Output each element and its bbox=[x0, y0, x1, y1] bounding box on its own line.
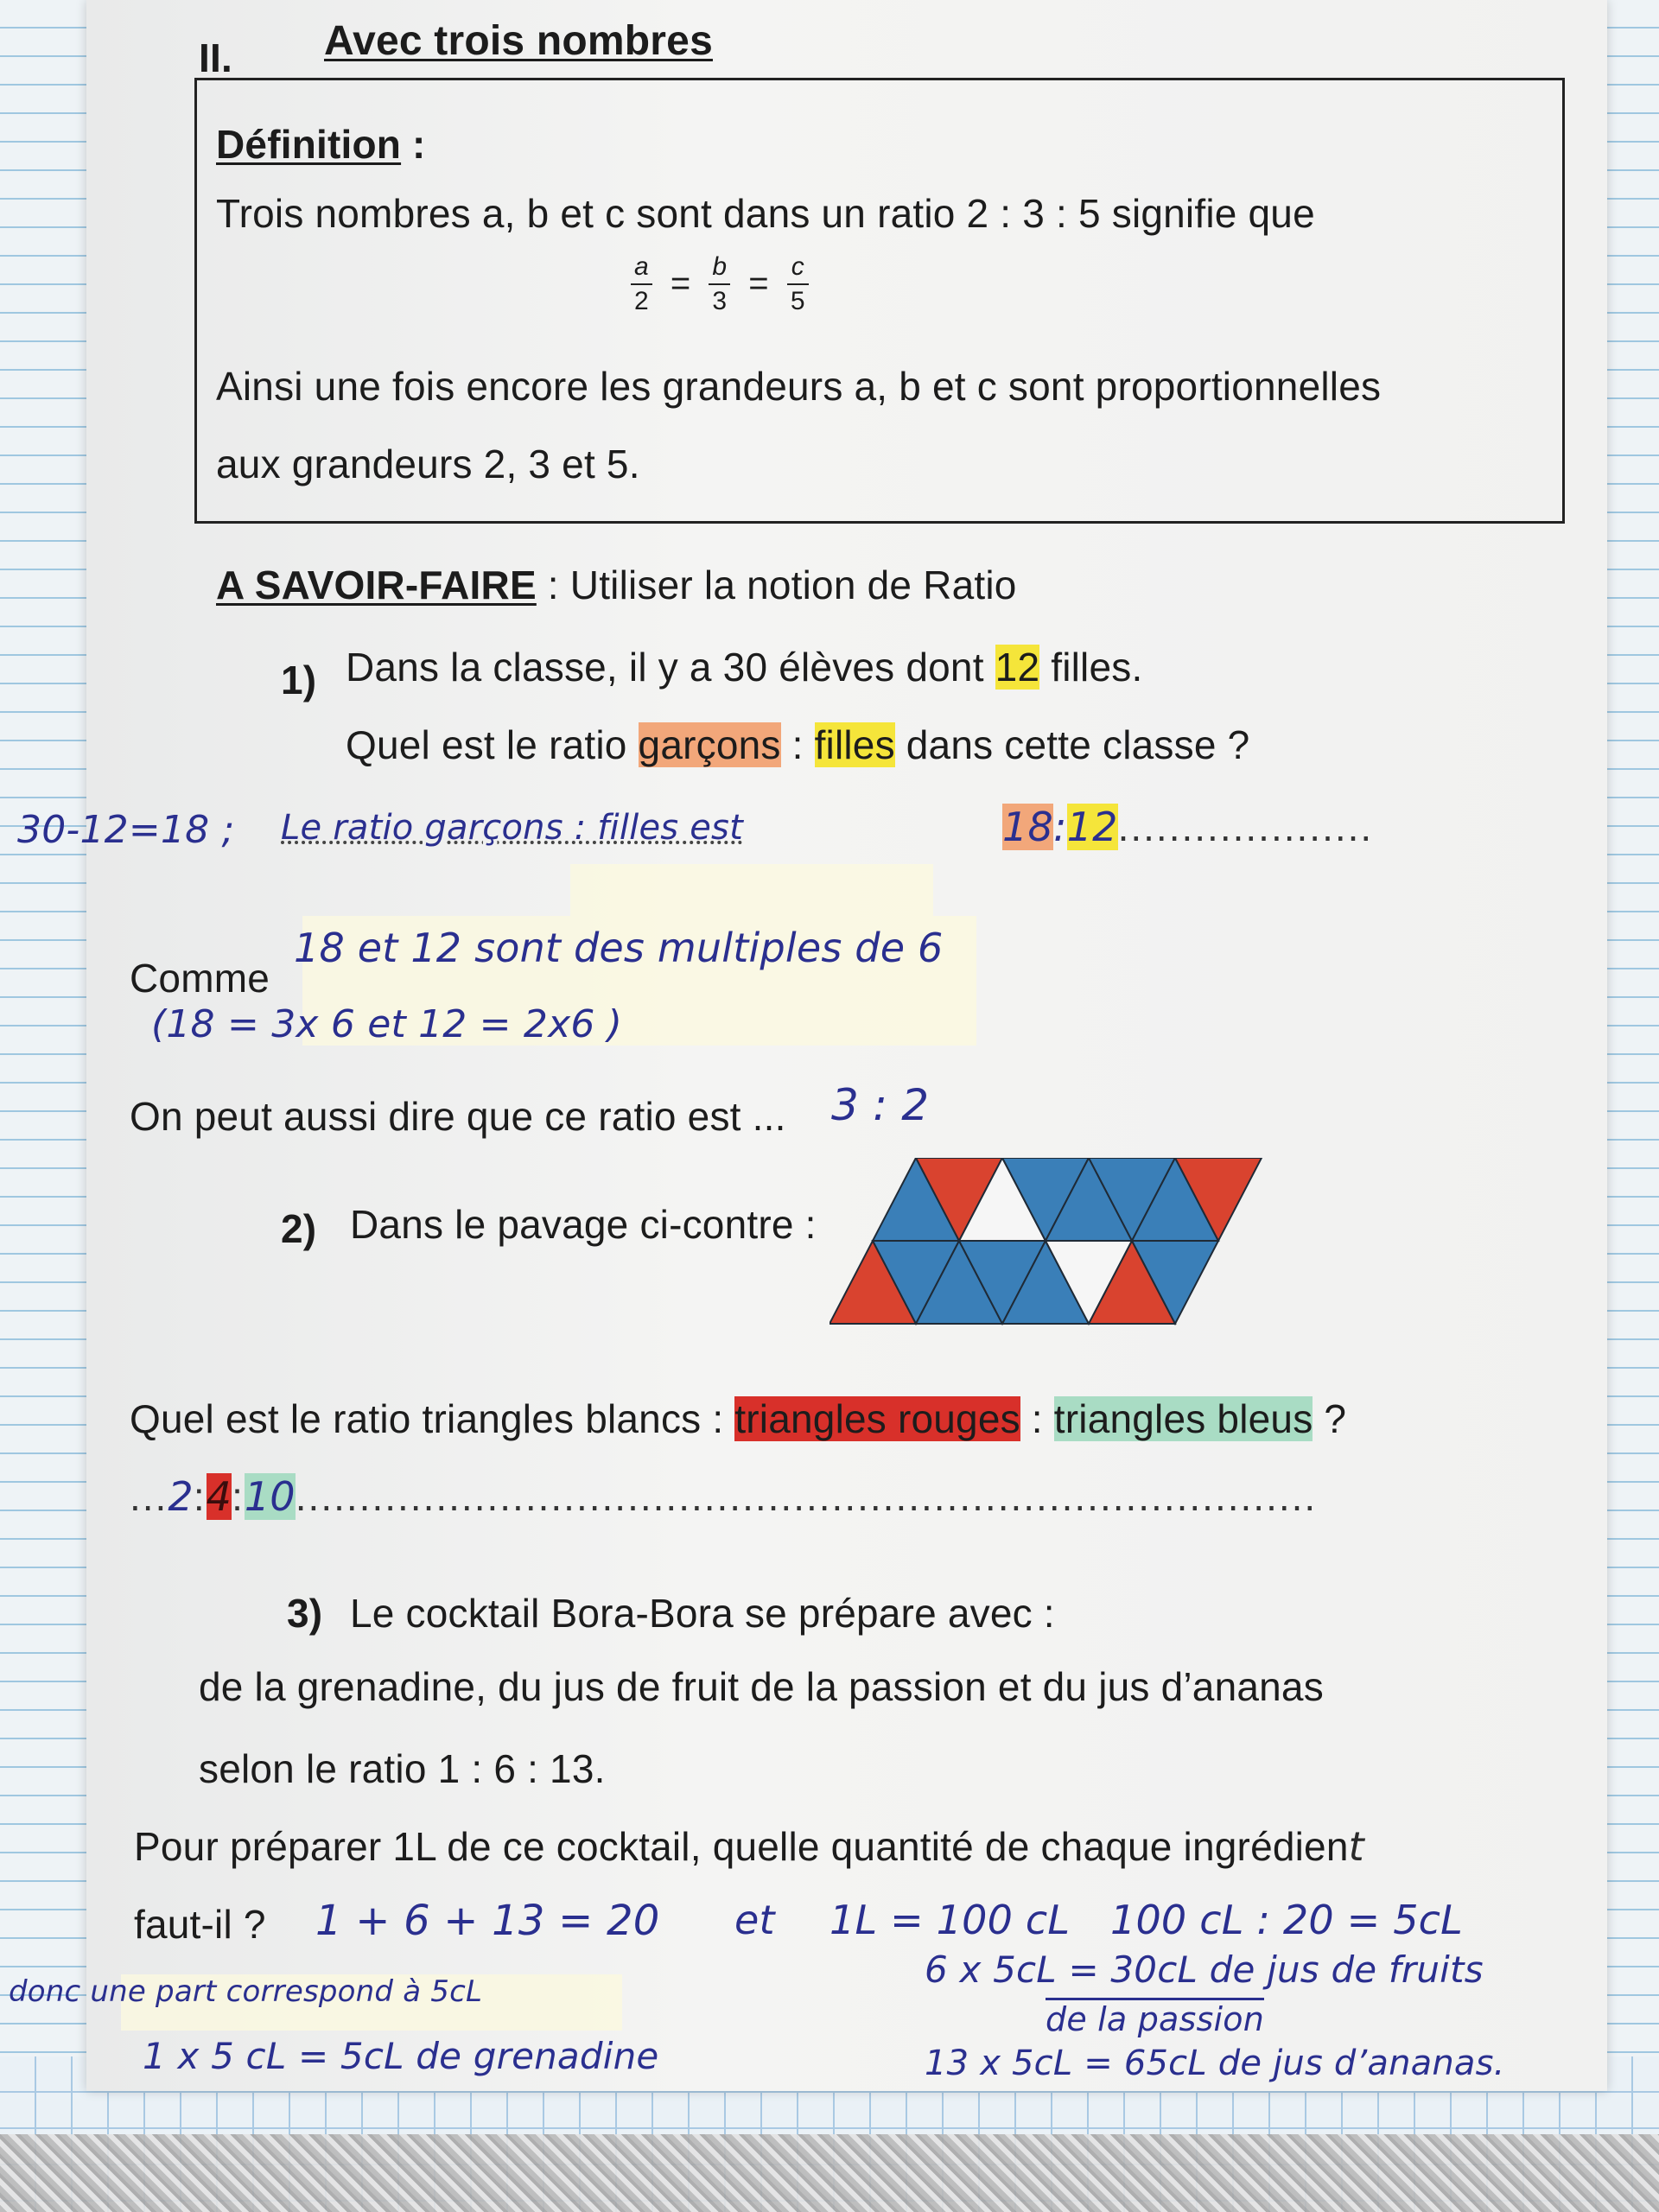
definition-line-1: Trois nombres a, b et c sont dans un ratio 2 : 3 : 5 signifie que bbox=[216, 191, 1315, 236]
q3-hand-grenadine: 1 x 5 cL = 5cL de grenadine bbox=[143, 2035, 659, 2077]
hand-12: 12 bbox=[1066, 804, 1118, 850]
equals-sign: = bbox=[670, 264, 691, 302]
q1-number: 1) bbox=[281, 658, 317, 702]
savoir-faire-label: A SAVOIR-FAIRE bbox=[216, 563, 537, 607]
q1-hand-ratio: 18:12.................... bbox=[1002, 804, 1374, 850]
q3-hand-et: et bbox=[734, 1897, 775, 1943]
q2-line-2: Quel est le ratio triangles blancs : triangles rouges : triangles bleus ? bbox=[130, 1396, 1347, 1441]
hand-white-count: 2 bbox=[168, 1473, 194, 1520]
section-number: II. bbox=[199, 35, 232, 80]
hand-red-count: 4 bbox=[206, 1473, 232, 1520]
q2-line-1: Dans le pavage ci-contre : bbox=[350, 1202, 817, 1247]
fraction-b: $\frac{b}{3}$ bbox=[709, 251, 730, 317]
highlight-filles: filles bbox=[814, 722, 895, 767]
q3-hand-ananas: 13 x 5cL = 65cL de jus d’ananas. bbox=[925, 2044, 1505, 2083]
definition-heading bbox=[216, 121, 426, 168]
hand-18: 18 bbox=[1002, 804, 1053, 850]
q3-line-3: selon le ratio 1 : 6 : 13. bbox=[199, 1746, 606, 1791]
highlight-triangles-bleus: triangles bleus bbox=[1053, 1396, 1313, 1441]
q1-hand-answer: Le ratio garçons : filles est bbox=[281, 808, 743, 848]
q1-hand-comme-2: (18 = 3x 6 et 12 = 2x6 ) bbox=[151, 1002, 623, 1046]
q1-line-3: On peut aussi dire que ce ratio est ... bbox=[130, 1094, 786, 1139]
q3-hand-litre: 1L = 100 cL bbox=[830, 1897, 1071, 1943]
q1-hand-comme-1: 18 et 12 sont des multiples de 6 bbox=[294, 925, 944, 971]
definition-colon: : bbox=[401, 122, 426, 167]
q3-line-5: faut-il ? bbox=[134, 1902, 266, 1947]
q3-hand-part: donc une part correspond à 5cL bbox=[9, 1974, 483, 2009]
q1-hand-calc: 30-12=18 ; bbox=[17, 808, 235, 852]
q1-line-1: Dans la classe, il y a 30 élèves dont 12 filles. bbox=[346, 645, 1143, 690]
equals-sign: = bbox=[748, 264, 769, 302]
correction-tape bbox=[570, 864, 933, 916]
q3-number: 3) bbox=[287, 1591, 323, 1636]
tiling-figure bbox=[830, 1158, 1417, 1331]
q3-line-2: de la grenadine, du jus de fruit de la passion et du jus d’ananas bbox=[199, 1664, 1324, 1709]
foil-edge bbox=[0, 2134, 1659, 2212]
fraction-c: $\frac{c}{5}$ bbox=[787, 251, 809, 317]
q1-hand-ratio-simplified: 3 : 2 bbox=[831, 1080, 930, 1130]
q3-hand-passion-2: de la passion bbox=[1046, 2000, 1264, 2038]
fraction-a: $\frac{a}{2}$ bbox=[631, 251, 652, 317]
worksheet bbox=[9, 0, 1607, 2091]
definition-equation bbox=[631, 251, 809, 317]
q2-answer-line: ...2:4:10................................................................................ bbox=[130, 1473, 1318, 1520]
savoir-faire bbox=[216, 562, 1017, 608]
hand-blue-count: 10 bbox=[244, 1473, 296, 1520]
q1-line-2: Quel est le ratio garçons : filles dans cette classe ? bbox=[346, 722, 1250, 767]
savoir-faire-text: : Utiliser la notion de Ratio bbox=[536, 563, 1017, 607]
q3-hand-sum: 1 + 6 + 13 = 20 bbox=[315, 1897, 660, 1945]
definition-line-3: aux grandeurs 2, 3 et 5. bbox=[216, 442, 640, 486]
q2-number: 2) bbox=[281, 1206, 317, 1251]
q1-comme: Comme bbox=[130, 956, 270, 1001]
q3-hand-passion-1: 6 x 5cL = 30cL de jus de fruits bbox=[925, 1948, 1484, 1991]
q3-hand-div: 100 cL : 20 = 5cL bbox=[1110, 1897, 1463, 1943]
section-title: Avec trois nombres bbox=[324, 18, 713, 64]
definition-line-2: Ainsi une fois encore les grandeurs a, b et c sont proportionnelles bbox=[216, 364, 1382, 409]
highlight-triangles-rouges: triangles rouges bbox=[734, 1396, 1020, 1441]
highlight-12: 12 bbox=[995, 645, 1040, 690]
q3-line-1: Le cocktail Bora-Bora se prépare avec : bbox=[350, 1591, 1055, 1636]
q3-line-4: Pour préparer 1L de ce cocktail, quelle quantité de chaque ingrédient bbox=[134, 1823, 1364, 1870]
definition-label: Définition bbox=[216, 122, 402, 167]
highlight-garcons: garçons bbox=[638, 722, 781, 767]
